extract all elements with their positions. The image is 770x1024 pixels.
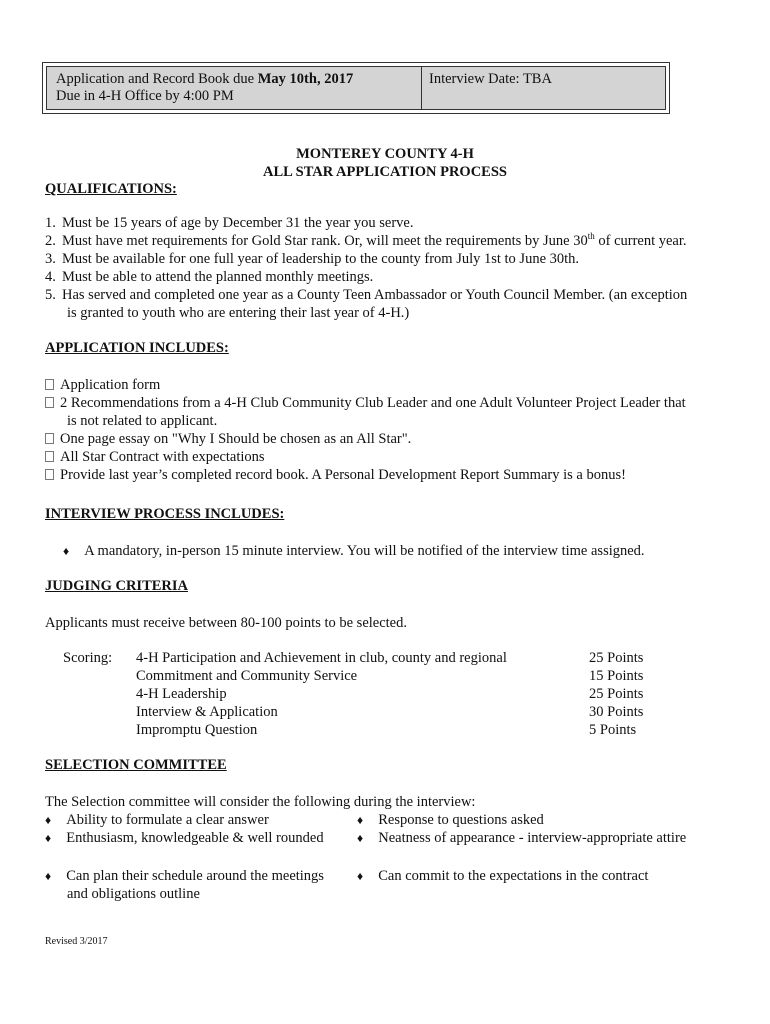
qualifications-list [45,214,687,322]
list-item [45,448,686,466]
criteria-name: 4-H Leadership [136,686,227,702]
deadline-box [42,62,670,114]
criteria-name: Impromptu Question [136,722,258,738]
criteria-name: Commitment and Community Service [136,668,358,684]
item-text: Enthusiasm, knowledgeable & well rounded [66,830,324,846]
checkbox-icon [45,469,54,480]
item-text: Must be able to attend the planned monthly meetings. [62,269,374,285]
item-number: 4. [45,269,56,285]
diamond-bullet-icon: ♦ [45,813,52,827]
diamond-bullet-icon: ♦ [63,544,70,558]
list-item [45,286,687,304]
judging-heading: JUDGING CRITERIA [45,578,189,594]
application-list [45,376,686,484]
list-item [45,268,687,286]
list-item [45,829,324,847]
list-item [45,466,686,484]
checkbox-icon [45,379,54,390]
item-text: Application form [60,377,161,393]
checkbox-icon [45,451,54,462]
item-number: 5. [45,287,56,303]
item-text: Must have met requirements for Gold Star rank. Or, will meet the requirements by June 30 [62,233,588,249]
item-text: Must be available for one full year of leadership to the county from July 1st to June 30th. [62,251,580,267]
application-heading: APPLICATION INCLUDES: [45,340,229,356]
list-item [45,250,687,268]
list-item-continuation: is granted to youth who are entering their last year of 4-H.) [67,305,410,321]
diamond-bullet-icon: ♦ [357,869,364,883]
item-text: Must be 15 years of age by December 31 the year you serve. [62,215,414,231]
item-text: Ability to formulate a clear answer [66,812,269,828]
deadline-box-inner [46,66,666,110]
list-item [45,430,686,448]
item-text: A mandatory, in-person 15 minute interview. You will be notified of the interview time assigned. [84,543,645,559]
interview-item [63,542,645,560]
list-item-continuation: and obligations outline [67,886,200,902]
revised-note: Revised 3/2017 [45,936,108,947]
interview-heading: INTERVIEW PROCESS INCLUDES: [45,506,285,522]
item-number: 3. [45,251,56,267]
due-prefix: Application and Record Book due [56,71,258,87]
item-text-tail: of current year. [594,233,687,249]
list-item [45,232,687,250]
item-text: Can plan their schedule around the meetings [66,868,324,884]
diamond-bullet-icon: ♦ [45,831,52,845]
scoring-label: Scoring: [63,650,113,666]
selection-heading: SELECTION COMMITTEE [45,757,227,773]
criteria-name: 4-H Participation and Achievement in club, county and regional [136,650,507,666]
due-office: Due in 4-H Office by 4:00 PM [56,88,234,104]
list-item [45,867,324,885]
qualifications-heading: QUALIFICATIONS: [45,181,177,197]
page-subtitle: ALL STAR APPLICATION PROCESS [262,164,507,180]
points-value: 30 Points [589,704,644,720]
item-text: All Star Contract with expectations [60,449,265,465]
item-text: Can commit to the expectations in the contract [378,868,649,884]
list-item [357,811,544,829]
page-title: MONTEREY COUNTY 4-H [296,146,474,162]
selection-intro: The Selection committee will consider the following during the interview: [45,794,476,810]
item-text: One page essay on "Why I Should be chosen as an All Star". [60,431,412,447]
points-value: 15 Points [589,668,644,684]
list-item [45,376,686,394]
interview-date: Interview Date: TBA [429,71,552,87]
item-number: 2. [45,233,56,249]
criteria-points [589,649,643,739]
due-date: May 10th, 2017 [257,71,354,87]
criteria-name: Interview & Application [136,704,278,720]
points-value: 5 Points [589,722,637,738]
list-item [357,829,686,847]
item-text: Neatness of appearance - interview-appropriate attire [378,830,687,846]
list-item [357,867,648,885]
item-text: Has served and completed one year as a County Teen Ambassador or Youth Council Member. (an exception [62,287,688,303]
item-number: 1. [45,215,56,231]
diamond-bullet-icon: ♦ [357,831,364,845]
item-text: 2 Recommendations from a 4-H Club Community Club Leader and one Adult Volunteer Project Leader that [60,395,686,411]
list-item [45,214,687,232]
judging-intro: Applicants must receive between 80-100 points to be selected. [45,615,407,631]
diamond-bullet-icon: ♦ [357,813,364,827]
item-superscript: th [587,231,595,242]
criteria-list [136,649,507,739]
list-item-continuation: is not related to applicant. [67,413,218,429]
diamond-bullet-icon: ♦ [45,869,52,883]
points-value: 25 Points [589,650,644,666]
list-item [45,811,269,829]
item-text: Provide last year’s completed record book. A Personal Development Report Summary is a bonus! [60,467,626,483]
checkbox-icon [45,397,54,408]
list-item [45,394,686,412]
due-info [47,67,422,109]
checkbox-icon [45,433,54,444]
item-text: Response to questions asked [378,812,544,828]
points-value: 25 Points [589,686,644,702]
